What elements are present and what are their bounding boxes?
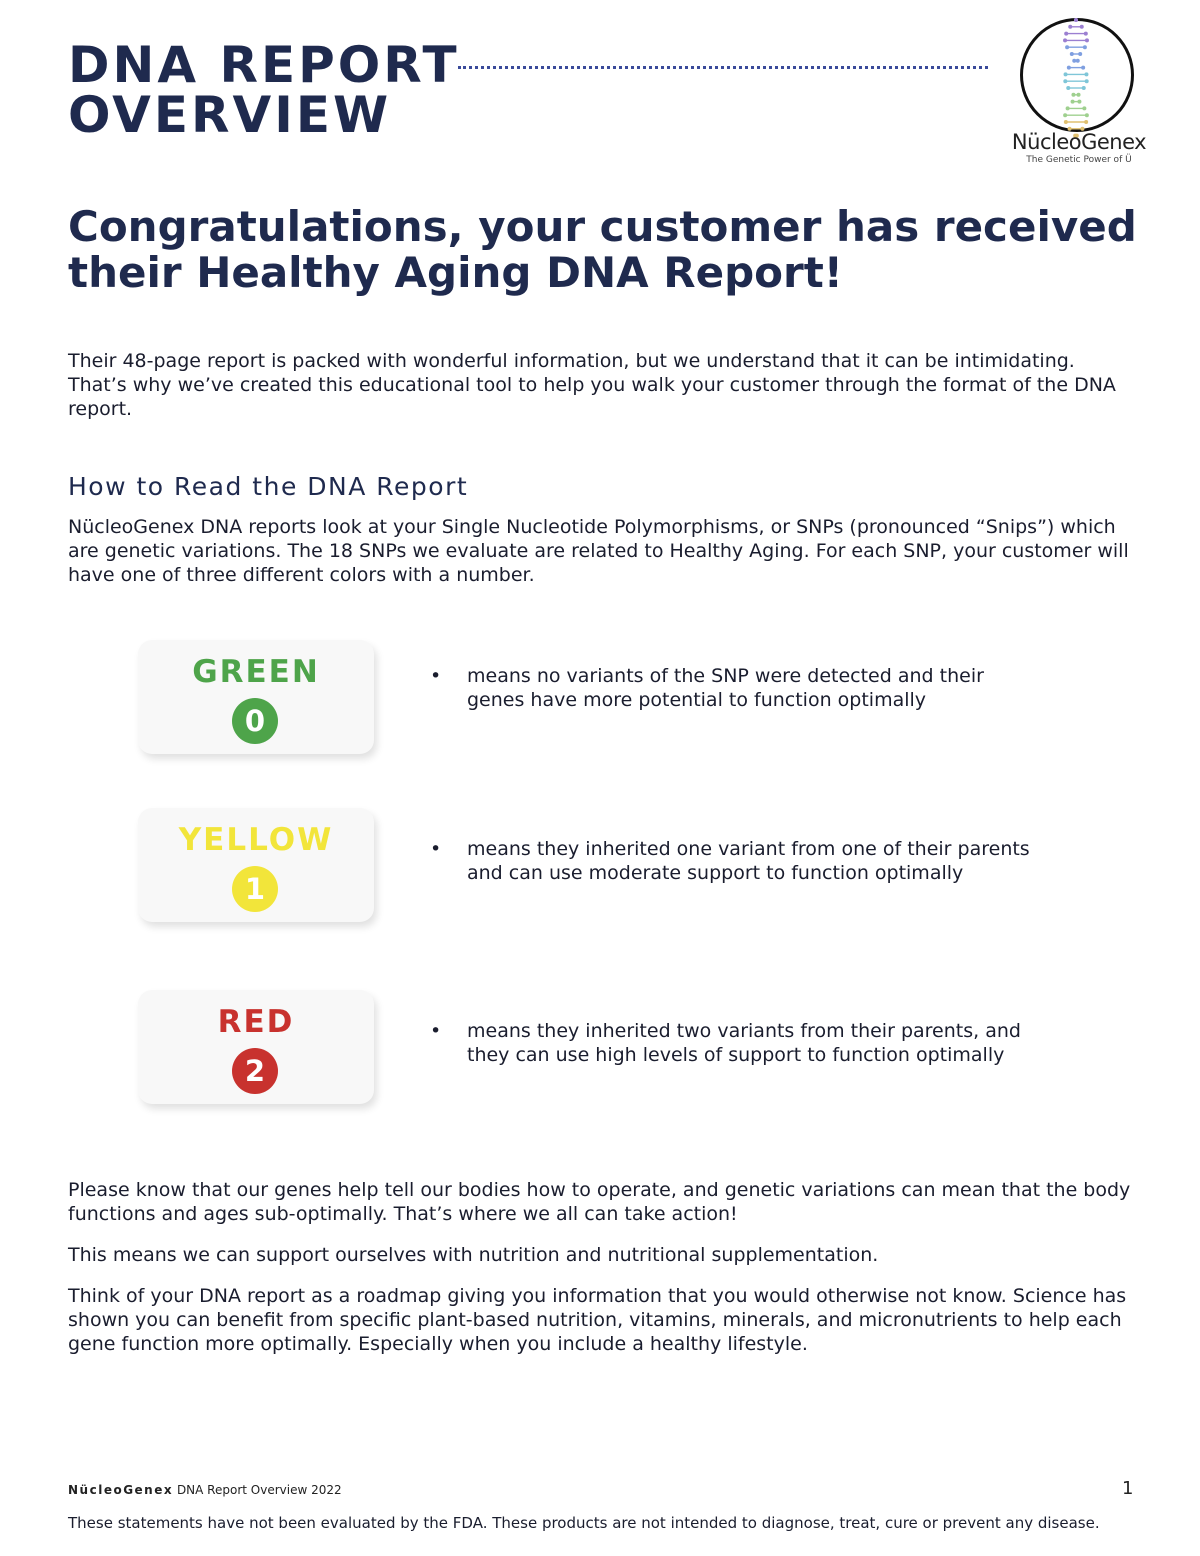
- page-number: 1: [1122, 1478, 1134, 1499]
- legend-description-line2: genes have more potential to function optimally: [467, 689, 927, 711]
- legend-label: YELLOW: [178, 822, 334, 858]
- helix-node: [1071, 100, 1075, 104]
- dna-helix-icon: [1056, 16, 1096, 140]
- legend-card-green: [138, 640, 374, 754]
- how-to-paragraph: NücleoGenex DNA reports look at your Single Nucleotide Polymorphisms, or SNPs (pronounced “Snips”) which are genetic variations. The 18 SNPs we evaluate are related to Healthy Aging. For each SNP, your customer will have one of three different colors with a number.: [68, 516, 1129, 586]
- helix-node: [1063, 79, 1067, 83]
- helix-node: [1064, 72, 1068, 76]
- dotted-divider: [458, 66, 988, 69]
- legend-card-yellow: [138, 808, 374, 922]
- page-title-line1: DNA REPORT: [68, 36, 460, 94]
- bullet-icon: •: [430, 838, 442, 860]
- headline-line2: their Healthy Aging DNA Report!: [68, 248, 843, 297]
- section-heading-how-to-read: How to Read the DNA Report: [68, 472, 469, 501]
- helix-node: [1077, 100, 1081, 104]
- helix-node: [1085, 113, 1089, 117]
- helix-node: [1085, 38, 1089, 42]
- legend-number-badge: 2: [232, 1048, 278, 1094]
- helix-node: [1066, 86, 1070, 90]
- helix-node: [1077, 93, 1081, 97]
- legend-description-line1: means they inherited two variants from their parents, and: [467, 1020, 1021, 1042]
- brand-logo: [1000, 14, 1158, 164]
- helix-node: [1070, 52, 1074, 56]
- legend-description-line2: and can use moderate support to function optimally: [467, 862, 964, 884]
- bullet-icon: •: [430, 1020, 442, 1042]
- helix-node: [1082, 86, 1086, 90]
- legend-description-line1: means no variants of the SNP were detected and their: [467, 665, 984, 687]
- helix-node: [1080, 25, 1084, 29]
- helix-node: [1083, 45, 1087, 49]
- helix-node: [1074, 18, 1078, 22]
- helix-node: [1067, 66, 1071, 70]
- footer-caption: [68, 1483, 342, 1497]
- footer-document-name: DNA Report Overview 2022: [176, 1483, 342, 1497]
- headline-line1: Congratulations, your customer has received: [68, 202, 1137, 251]
- legend-description-line2: they can use high levels of support to function optimally: [467, 1044, 1005, 1066]
- legend-description-line1: means they inherited one variant from one of their parents: [467, 838, 1030, 860]
- helix-node: [1071, 93, 1075, 97]
- helix-node: [1076, 59, 1080, 63]
- helix-node: [1084, 32, 1088, 36]
- footer-brand: NücleoGenex: [68, 1483, 174, 1497]
- helix-node: [1063, 38, 1067, 42]
- helix-node: [1063, 113, 1067, 117]
- closing-paragraph-genes: Please know that our genes help tell our bodies how to operate, and genetic variations can mean that the body functions and ages sub-optimally. That’s where we all can take action!: [68, 1179, 1131, 1225]
- page-title: [68, 36, 488, 144]
- helix-node: [1072, 59, 1076, 63]
- intro-paragraph: Their 48-page report is packed with wonderful information, but we understand that it can be intimidating. That’s why we’ve created this educational tool to help you walk your customer through the format of the DNA report.: [68, 350, 1116, 420]
- legend-label: GREEN: [192, 654, 320, 690]
- helix-node: [1065, 45, 1069, 49]
- helix-node: [1084, 120, 1088, 124]
- legend-number-badge: 1: [232, 866, 278, 912]
- page-title-line2: OVERVIEW: [68, 86, 392, 144]
- helix-node: [1066, 106, 1070, 110]
- helix-node: [1064, 32, 1068, 36]
- helix-node: [1068, 25, 1072, 29]
- headline: [68, 204, 1148, 296]
- helix-node: [1064, 120, 1068, 124]
- helix-node: [1085, 79, 1089, 83]
- legend-label: RED: [217, 1004, 295, 1040]
- legend-card-red: [138, 990, 374, 1104]
- helix-node: [1081, 66, 1085, 70]
- helix-node: [1078, 52, 1082, 56]
- title-block: [68, 36, 488, 144]
- logo-tagline: The Genetic Power of Ü: [1026, 155, 1132, 165]
- helix-node: [1084, 72, 1088, 76]
- closing-paragraph-nutrition: This means we can support ourselves with nutrition and nutritional supplementation.: [68, 1244, 879, 1266]
- helix-node: [1082, 106, 1086, 110]
- fda-disclaimer: These statements have not been evaluated by the FDA. These products are not intended to diagnose, treat, cure or prevent any disease.: [68, 1514, 1100, 1532]
- bullet-icon: •: [430, 665, 442, 687]
- logo-name: NücleoGenex: [1011, 130, 1147, 154]
- legend-number-badge: 0: [232, 698, 278, 744]
- closing-paragraph-roadmap: Think of your DNA report as a roadmap giving you information that you would otherwise not know. Science has shown you can benefit from specific plant-based nutrition, vitamins, minerals, and micronutrients to help each gene function more optimally. Especially when you include a healthy lifestyle.: [68, 1285, 1127, 1355]
